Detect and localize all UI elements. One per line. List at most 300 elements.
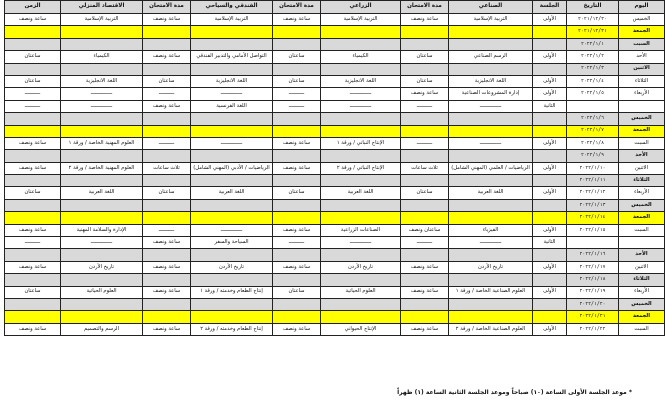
cell-industrial [449,311,533,323]
cell-industrial: تاريخ الأردن [449,261,533,273]
cell-session [533,113,567,125]
cell-industrial [449,175,533,187]
cell-hotel-tourism: إنتاج الطعام وخدمته / ورقة ١ [191,286,273,298]
cell-session: الأولى [533,75,567,87]
cell-day: الاثنين [619,261,665,273]
cell-date [567,100,619,112]
header-time: الزمن [5,1,61,14]
cell-home-economics: الكيمياء [61,51,143,63]
cell-duration-agricultural [273,113,321,125]
cell-agricultural [321,249,401,261]
cell-home-economics: العلوم المهنية الخاصة / ورقة ١ [61,137,143,149]
cell-date: ٢٠٢٢/١/١٧ [567,261,619,273]
cell-session [533,38,567,50]
cell-hotel-tourism [191,274,273,286]
cell-day: السبت [619,137,665,149]
cell-industrial: الرسم الصناعي [449,51,533,63]
cell-home-economics [61,26,143,38]
cell-home-economics: ــــــــــــــ [61,237,143,249]
cell-hotel-tourism [191,249,273,261]
cell-duration-agricultural [273,199,321,211]
cell-agricultural [321,212,401,224]
cell-day [619,237,665,249]
cell-time: ساعة ونصف [5,137,61,149]
cell-agricultural [321,175,401,187]
cell-duration-agricultural: ساعتان [273,286,321,298]
cell-agricultural: اللغة الانجليزية [321,75,401,87]
cell-duration-industrial: ساعة ونصف [401,14,449,26]
cell-hotel-tourism [191,113,273,125]
header-home-economics: الاقتصاد المنزلي [61,1,143,14]
cell-session [533,199,567,211]
cell-date: ٢٠٢٢/١/١ [567,38,619,50]
cell-day: الاثنين [619,162,665,174]
cell-agricultural [321,113,401,125]
cell-duration-hotel [143,63,191,75]
cell-duration-hotel: ساعتان [143,75,191,87]
cell-duration-agricultural [273,175,321,187]
cell-home-economics: اللغة العربية [61,187,143,199]
header-date: التاريخ [567,1,619,14]
header-agricultural: الزراعي [321,1,401,14]
cell-duration-agricultural [273,274,321,286]
cell-day: السبت [619,323,665,335]
cell-duration-industrial [401,249,449,261]
cell-hotel-tourism: اللغة العربية [191,187,273,199]
cell-duration-agricultural [273,212,321,224]
cell-industrial: الرياضيات / العلمي (المهني الشامل) [449,162,533,174]
holiday-row [5,311,665,323]
cell-day: الجمعة [619,125,665,137]
cell-date: ٢٠٢٢/١/٦ [567,113,619,125]
cell-industrial [449,298,533,310]
cell-duration-agricultural: ــــــــــ [273,100,321,112]
cell-date: ٢٠٢٢/١/٨ [567,137,619,149]
table-row [5,100,665,112]
cell-home-economics: الإدارة والسلامة المهنية [61,224,143,236]
table-row [5,187,665,199]
cell-duration-hotel [143,249,191,261]
exam-schedule-table [4,0,665,336]
cell-time [5,298,61,310]
cell-industrial [449,249,533,261]
cell-duration-industrial [401,311,449,323]
cell-home-economics [61,249,143,261]
cell-duration-hotel: ــــــــــ [143,88,191,100]
no-exam-row [5,249,665,261]
cell-duration-agricultural: ساعة ونصف [273,137,321,149]
cell-agricultural: الإنتاج النباتي / ورقة ٢ [321,162,401,174]
cell-day: الثلاثاء [619,274,665,286]
cell-duration-industrial [401,38,449,50]
cell-duration-hotel: ساعة ونصف [143,261,191,273]
cell-date: ٢٠٢٢/١/١٥ [567,224,619,236]
cell-time [5,311,61,323]
cell-duration-industrial [401,26,449,38]
table-row [5,261,665,273]
cell-day: الأربعاء [619,286,665,298]
cell-home-economics: التربية الإسلامية [61,14,143,26]
cell-industrial: الفيزياء [449,224,533,236]
cell-industrial [449,125,533,137]
table-row [5,224,665,236]
cell-industrial: العلوم الصناعية الخاصة / ورقة ٢ [449,323,533,335]
header-row [5,1,665,14]
cell-home-economics [61,38,143,50]
cell-industrial [449,212,533,224]
cell-duration-hotel: ساعة ونصف [143,286,191,298]
cell-time: ساعة ونصف [5,162,61,174]
cell-home-economics: ــــــــــــــ [61,100,143,112]
cell-duration-agricultural: ــــــــــ [273,237,321,249]
cell-date: ٢٠٢٢/١/١٣ [567,199,619,211]
cell-duration-hotel [143,150,191,162]
cell-agricultural [321,274,401,286]
cell-time [5,26,61,38]
cell-time [5,113,61,125]
holiday-row [5,125,665,137]
cell-duration-hotel [143,26,191,38]
cell-agricultural: التربية الإسلامية [321,14,401,26]
cell-session [533,274,567,286]
cell-hotel-tourism: ــــــــــــــ [191,224,273,236]
cell-session [533,26,567,38]
table-row [5,14,665,26]
cell-session: الأولى [533,88,567,100]
cell-duration-hotel: ساعة ونصف [143,51,191,63]
cell-time [5,249,61,261]
cell-hotel-tourism [191,150,273,162]
cell-time: ساعة ونصف [5,14,61,26]
cell-day: الأحد [619,150,665,162]
cell-duration-industrial [401,125,449,137]
cell-duration-industrial: ساعتان [401,187,449,199]
cell-time: ساعتان [5,187,61,199]
cell-agricultural: العلوم الحياتية [321,286,401,298]
cell-home-economics [61,150,143,162]
cell-date: ٢٠٢٢/١/١٨ [567,274,619,286]
cell-duration-agricultural [273,26,321,38]
cell-agricultural: ــــــــــــــ [321,237,401,249]
cell-agricultural [321,150,401,162]
header-duration-hotel: مدة الامتحان [143,1,191,14]
cell-session: الأولى [533,224,567,236]
cell-duration-industrial [401,199,449,211]
cell-session [533,125,567,137]
cell-agricultural [321,199,401,211]
cell-industrial: ــــــــــــــ [449,237,533,249]
cell-home-economics: الرسم والتصميم [61,323,143,335]
cell-time [5,199,61,211]
cell-agricultural [321,63,401,75]
cell-day: الجمعة [619,212,665,224]
cell-duration-industrial [401,63,449,75]
cell-hotel-tourism: التربية الإسلامية [191,14,273,26]
cell-day: السبت [619,224,665,236]
header-day: اليوم [619,1,665,14]
cell-duration-agricultural [273,63,321,75]
cell-duration-industrial: ــــــــــ [401,137,449,149]
cell-duration-industrial [401,212,449,224]
no-exam-row [5,38,665,50]
table-row [5,237,665,249]
cell-duration-industrial [401,113,449,125]
cell-duration-hotel [143,298,191,310]
cell-agricultural: تاريخ الأردن [321,261,401,273]
table-row [5,75,665,87]
cell-time: ساعة ونصف [5,261,61,273]
cell-agricultural [321,26,401,38]
header-session: الجلسة [533,1,567,14]
cell-day: الخميس [619,199,665,211]
cell-home-economics [61,175,143,187]
cell-duration-industrial: ساعتان [401,51,449,63]
cell-day: الاثنين [619,63,665,75]
cell-day: الخميس [619,298,665,310]
cell-home-economics: العلوم المهنية الخاصة / ورقة ٢ [61,162,143,174]
cell-time [5,150,61,162]
cell-date [567,237,619,249]
cell-industrial: اللغة الانجليزية [449,75,533,87]
cell-duration-industrial [401,298,449,310]
cell-hotel-tourism [191,212,273,224]
cell-day: الأربعاء [619,187,665,199]
cell-duration-hotel: ــــــــــ [143,137,191,149]
cell-hotel-tourism: السياحة والسفر [191,237,273,249]
cell-duration-agricultural [273,150,321,162]
cell-date: ٢٠٢٢/١/٣ [567,63,619,75]
table-row [5,323,665,335]
cell-session: الثانية [533,100,567,112]
cell-hotel-tourism: ــــــــــــــ [191,88,273,100]
cell-session [533,175,567,187]
cell-time: ساعتان [5,75,61,87]
header-duration-industrial: مدة الامتحان [401,1,449,14]
cell-duration-hotel: ساعة ونصف [143,323,191,335]
cell-duration-agricultural: ساعة ونصف [273,261,321,273]
cell-day: السبت [619,38,665,50]
table-row [5,162,665,174]
cell-agricultural [321,311,401,323]
cell-hotel-tourism: الرياضيات / الأدبي (المهني الشامل) [191,162,273,174]
cell-hotel-tourism: إنتاج الطعام وخدمته / ورقة ٢ [191,323,273,335]
cell-date: ٢٠٢٢/١/١٠ [567,162,619,174]
cell-session: الأولى [533,137,567,149]
cell-day: الثلاثاء [619,175,665,187]
cell-date: ٢٠٢٢/١/٩ [567,150,619,162]
cell-duration-industrial: ساعتان [401,75,449,87]
no-exam-row [5,63,665,75]
holiday-row [5,26,665,38]
cell-session: الأولى [533,162,567,174]
cell-hotel-tourism: ــــــــــــــ [191,137,273,149]
cell-session: الثانية [533,237,567,249]
cell-date: ٢٠٢٢/١/١٩ [567,286,619,298]
cell-duration-hotel: ــــــــــ [143,224,191,236]
cell-hotel-tourism: اللغة الفرنسية [191,100,273,112]
cell-date: ٢٠٢٢/١/٤ [567,75,619,87]
cell-session: الأولى [533,261,567,273]
cell-duration-industrial [401,175,449,187]
cell-home-economics: تاريخ الأردن [61,261,143,273]
cell-home-economics: العلوم الحياتية [61,286,143,298]
cell-agricultural [321,38,401,50]
cell-duration-industrial: ساعة ونصف [401,323,449,335]
cell-industrial [449,199,533,211]
cell-home-economics [61,212,143,224]
cell-hotel-tourism [191,298,273,310]
cell-industrial: التربية الإسلامية [449,14,533,26]
table-row [5,51,665,63]
cell-time [5,175,61,187]
cell-time: ــــــــــ [5,88,61,100]
no-exam-row [5,199,665,211]
cell-day: الثلاثاء [619,75,665,87]
cell-day: الجمعة [619,26,665,38]
table-row [5,88,665,100]
cell-session: الأولى [533,14,567,26]
cell-time: ساعة ونصف [5,323,61,335]
cell-industrial: ــــــــــــــ [449,100,533,112]
cell-day: الجمعة [619,311,665,323]
cell-home-economics [61,113,143,125]
cell-agricultural [321,125,401,137]
cell-industrial [449,38,533,50]
cell-duration-industrial: ساعة ونصف [401,88,449,100]
cell-date: ٢٠٢٢/١/١١ [567,175,619,187]
cell-day: الأربعاء [619,88,665,100]
cell-time: ــــــــــ [5,100,61,112]
cell-duration-hotel: ساعة ونصف [143,14,191,26]
cell-duration-industrial: ساعتان ونصف [401,224,449,236]
cell-industrial [449,274,533,286]
cell-day: الأحد [619,249,665,261]
cell-duration-hotel: ساعتان [143,187,191,199]
cell-date: ٢٠٢١/١٢/٣١ [567,26,619,38]
cell-time [5,212,61,224]
no-exam-row [5,175,665,187]
cell-industrial [449,26,533,38]
cell-session [533,249,567,261]
table-row [5,286,665,298]
cell-agricultural: الكيمياء [321,51,401,63]
cell-time: ساعة ونصف [5,224,61,236]
cell-duration-hotel: ثلاث ساعات [143,162,191,174]
cell-industrial: إدارة المشروعات الصناعية [449,88,533,100]
cell-duration-agricultural [273,311,321,323]
cell-agricultural: ــــــــــــــ [321,100,401,112]
cell-hotel-tourism [191,199,273,211]
cell-hotel-tourism [191,26,273,38]
cell-time [5,38,61,50]
cell-time: ساعتان [5,286,61,298]
cell-duration-hotel [143,38,191,50]
cell-duration-industrial [401,150,449,162]
no-exam-row [5,298,665,310]
cell-session [533,212,567,224]
cell-session [533,298,567,310]
table-row [5,137,665,149]
cell-date: ٢٠٢٢/١/١٤ [567,212,619,224]
cell-date: ٢٠٢٢/١/١٦ [567,249,619,261]
cell-time [5,125,61,137]
cell-date: ٢٠٢١/١٢/٣٠ [567,14,619,26]
cell-agricultural [321,298,401,310]
cell-date: ٢٠٢٢/١/٢١ [567,311,619,323]
cell-date: ٢٠٢٢/١/٢٢ [567,323,619,335]
cell-hotel-tourism [191,175,273,187]
cell-duration-hotel: ساعة ونصف [143,100,191,112]
cell-home-economics [61,125,143,137]
cell-duration-hotel: ساعة ونصف [143,237,191,249]
cell-date: ٢٠٢٢/١/٢ [567,51,619,63]
cell-agricultural: الإنتاج النباتي / ورقة ١ [321,137,401,149]
cell-duration-hotel [143,113,191,125]
cell-hotel-tourism [191,38,273,50]
cell-duration-hotel [143,212,191,224]
cell-duration-industrial: ــــــــــ [401,237,449,249]
cell-duration-hotel [143,175,191,187]
cell-home-economics [61,274,143,286]
header-duration-agricultural: مدة الامتحان [273,1,321,14]
cell-time: ساعتان [5,51,61,63]
cell-industrial [449,113,533,125]
cell-hotel-tourism [191,311,273,323]
cell-agricultural: ــــــــــــــ [321,88,401,100]
cell-duration-agricultural: ساعة ونصف [273,224,321,236]
cell-hotel-tourism [191,125,273,137]
cell-duration-agricultural [273,38,321,50]
cell-duration-industrial: ــــــــــ [401,100,449,112]
cell-session [533,63,567,75]
cell-time [5,63,61,75]
cell-session [533,311,567,323]
cell-hotel-tourism [191,63,273,75]
cell-home-economics [61,298,143,310]
cell-date: ٢٠٢٢/١/٧ [567,125,619,137]
cell-day [619,100,665,112]
cell-session: الأولى [533,51,567,63]
cell-duration-industrial: ثلاث ساعات [401,162,449,174]
cell-duration-industrial [401,274,449,286]
cell-home-economics [61,199,143,211]
cell-hotel-tourism: اللغة الانجليزية [191,75,273,87]
cell-industrial: ــــــــــــــ [449,137,533,149]
cell-home-economics: اللغة الانجليزية [61,75,143,87]
no-exam-row [5,113,665,125]
cell-duration-hotel [143,311,191,323]
cell-home-economics [61,311,143,323]
cell-agricultural: اللغة العربية [321,187,401,199]
cell-duration-hotel [143,274,191,286]
cell-industrial [449,150,533,162]
cell-duration-agricultural [273,298,321,310]
cell-date: ٢٠٢٢/١/٥ [567,88,619,100]
cell-day: الأحد [619,51,665,63]
cell-duration-agricultural: ساعتان [273,75,321,87]
cell-duration-agricultural: ساعة ونصف [273,323,321,335]
cell-duration-agricultural [273,249,321,261]
cell-day: الخميس [619,113,665,125]
cell-duration-agricultural: ساعتان [273,187,321,199]
header-hotel-tourism: الفندقي والسياحي [191,1,273,14]
cell-session [533,150,567,162]
cell-duration-hotel [143,199,191,211]
cell-session: الأولى [533,323,567,335]
cell-session: الأولى [533,187,567,199]
cell-home-economics: ــــــــــــــ [61,88,143,100]
cell-industrial [449,63,533,75]
